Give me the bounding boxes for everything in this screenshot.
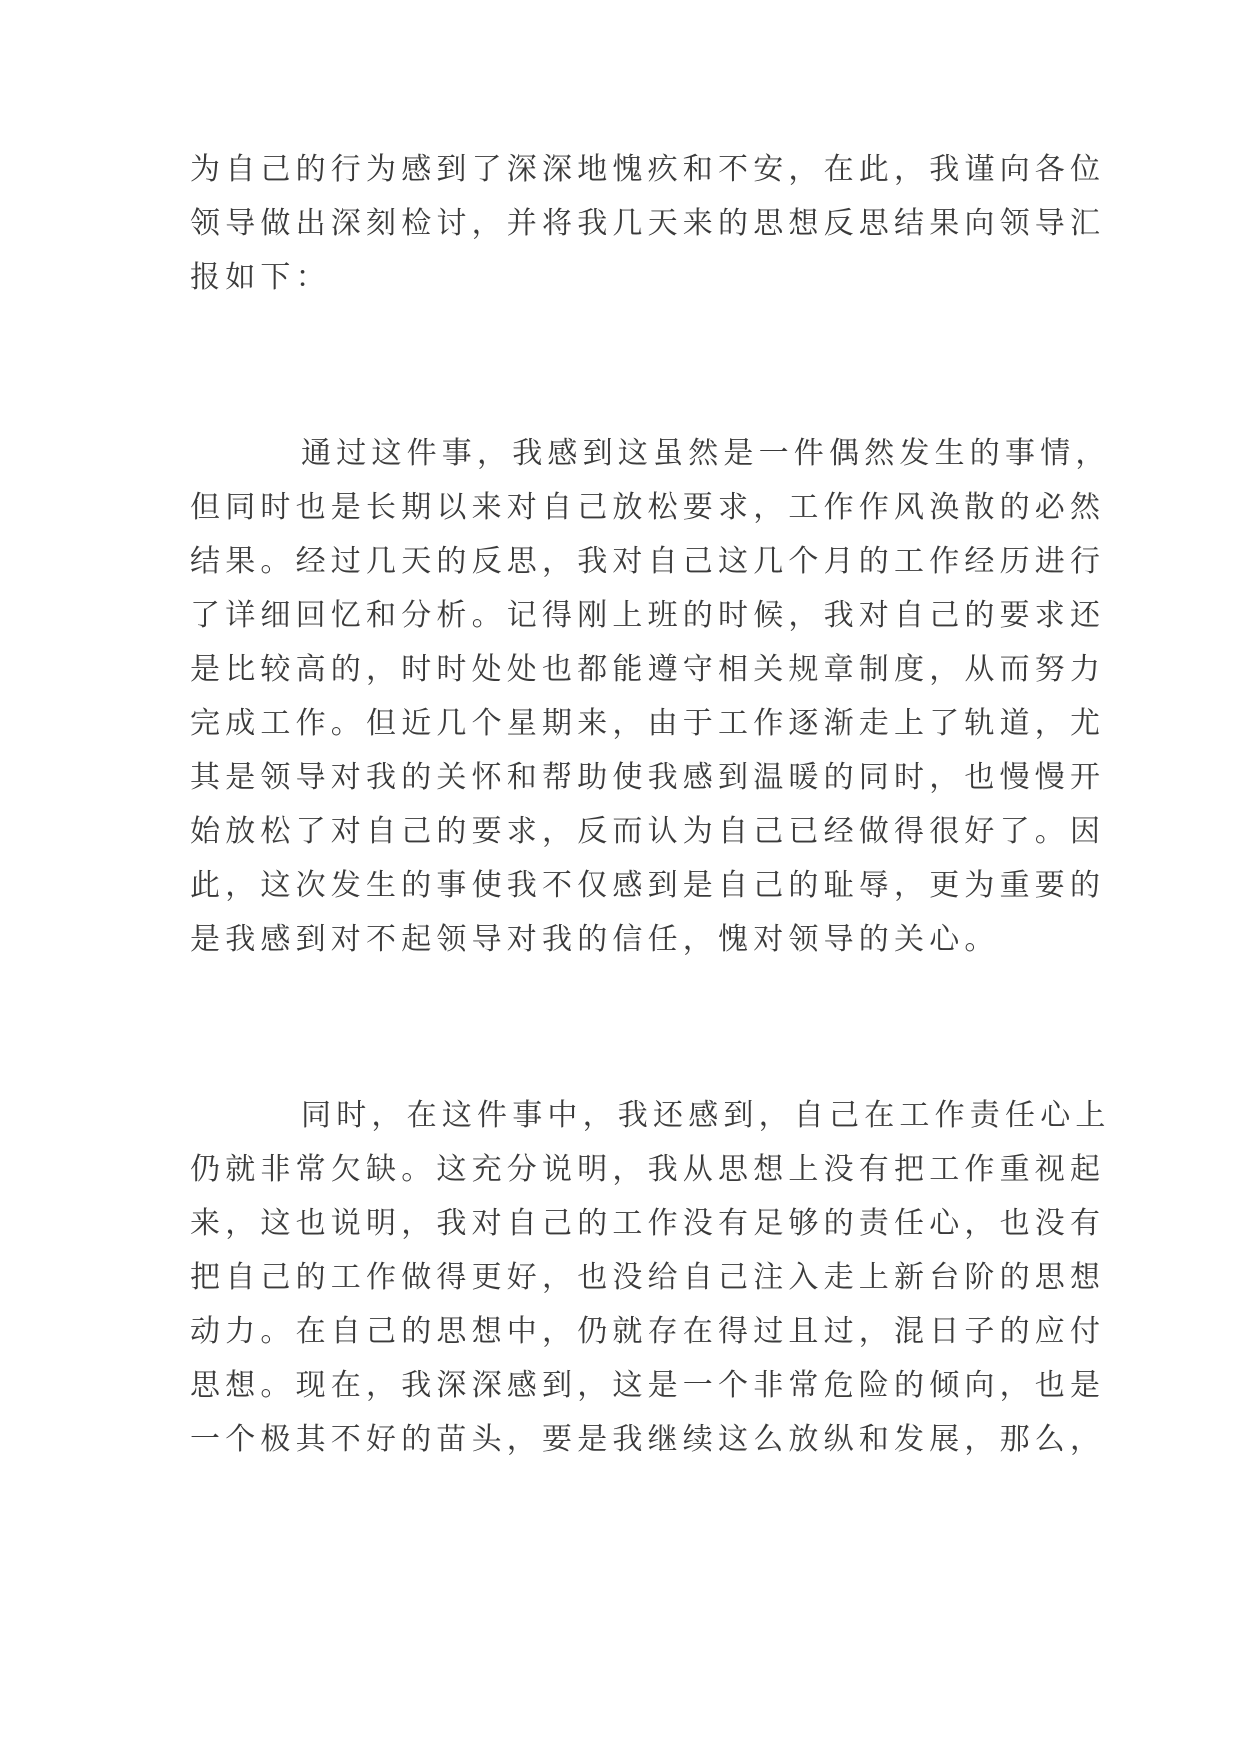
text-line: 仍就非常欠缺。这充分说明，我从思想上没有把工作重视起 [190, 1152, 1106, 1187]
text-line: 了详细回忆和分析。记得刚上班的时候，我对自己的要求还 [190, 598, 1106, 633]
text-line: 始放松了对自己的要求，反而认为自己已经做得很好了。因 [190, 814, 1106, 849]
text-line: 完成工作。但近几个星期来，由于工作逐渐走上了轨道，尤 [190, 706, 1106, 741]
text-line: 一个极其不好的苗头，要是我继续这么放纵和发展，那么， [190, 1422, 1106, 1457]
text-line: 结果。经过几天的反思，我对自己这几个月的工作经历进行 [190, 544, 1106, 579]
text-line: 其是领导对我的关怀和帮助使我感到温暖的同时，也慢慢开 [190, 760, 1106, 795]
text-line: 同时，在这件事中，我还感到，自己在工作责任心上 [301, 1098, 1111, 1133]
text-line: 是比较高的，时时处处也都能遵守相关规章制度，从而努力 [190, 652, 1106, 687]
text-line: 来，这也说明，我对自己的工作没有足够的责任心，也没有 [190, 1206, 1106, 1241]
text-line: 为自己的行为感到了深深地愧疚和不安，在此，我谨向各位 [190, 152, 1106, 187]
text-line: 通过这件事，我感到这虽然是一件偶然发生的事情， [301, 436, 1111, 471]
text-line: 此，这次发生的事使我不仅感到是自己的耻辱，更为重要的 [190, 868, 1106, 903]
text-line: 思想。现在，我深深感到，这是一个非常危险的倾向，也是 [190, 1368, 1106, 1403]
text-line: 是我感到对不起领导对我的信任，愧对领导的关心。 [190, 922, 1000, 957]
text-line: 领导做出深刻检讨，并将我几天来的思想反思结果向领导汇 [190, 206, 1106, 241]
text-line: 报如下： [190, 260, 331, 295]
text-line: 但同时也是长期以来对自己放松要求，工作作风涣散的必然 [190, 490, 1106, 525]
text-line: 动力。在自己的思想中，仍就存在得过且过，混日子的应付 [190, 1314, 1106, 1349]
text-line: 把自己的工作做得更好，也没给自己注入走上新台阶的思想 [190, 1260, 1106, 1295]
